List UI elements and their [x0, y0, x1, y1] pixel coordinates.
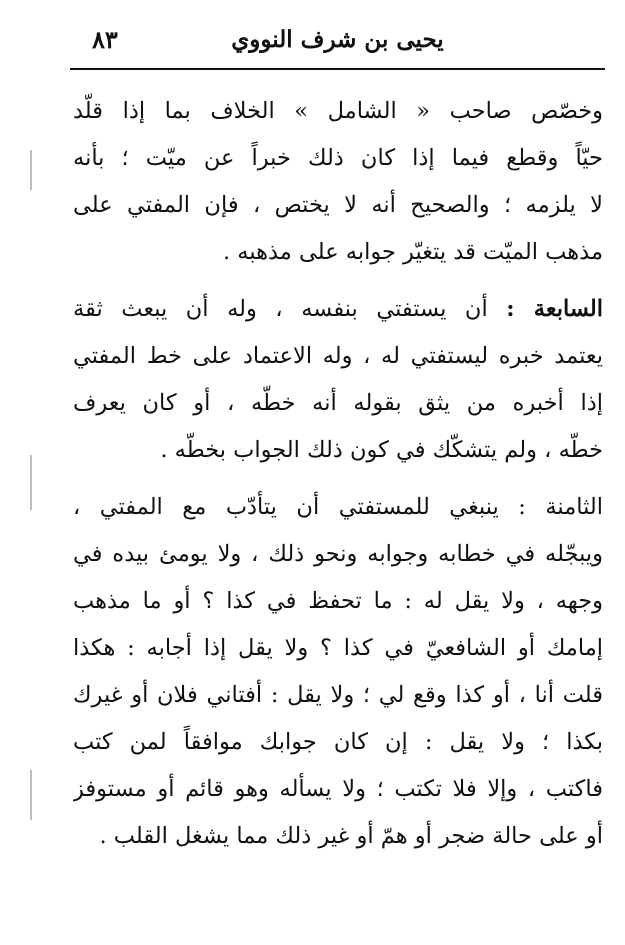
text-line: بكذا ؛ ولا يقل : إن كان جوابك موافقاً لمن كتب — [73, 729, 603, 755]
section-term: السابعة : — [506, 296, 603, 322]
paragraph-sabia — [73, 286, 603, 474]
paragraph-thamina — [73, 484, 603, 860]
text-line: مذهب الميّت قد يتغيّر جوابه على مذهبه . — [222, 239, 603, 265]
text-line: ويبجّله في خطابه وجوابه ونحو ذلك ، ولا يومئ بيده في — [73, 541, 603, 567]
page-header — [70, 24, 605, 66]
text-line — [73, 286, 603, 333]
text-line: لا يلزمه ؛ والصحيح أنه لا يختص ، فإن المفتي على — [73, 192, 603, 218]
text-line: يعتمد خبره ليستفتي له ، وله الاعتماد على خط المفتي — [73, 343, 603, 369]
text-line: وجهه ، ولا يقل له : ما تحفظ في كذا ؟ أو ما مذهب — [73, 588, 603, 614]
header-rule — [70, 68, 605, 70]
text-line: وخصّص صاحب « الشامل » الخلاف بما إذا قلّد — [73, 98, 603, 124]
text-line-content: أن يستفتي بنفسه ، وله أن يبعث ثقة — [73, 296, 488, 322]
text-line: خطّه ، ولم يتشكّك في كون ذلك الجواب بخطّه . — [160, 437, 603, 463]
margin-mark — [30, 150, 32, 190]
paragraph-khalaf — [73, 88, 603, 276]
text-line: إمامك أو الشافعيّ في كذا ؟ ولا يقل إذا أجابه : هكذا — [73, 635, 603, 661]
margin-mark — [30, 770, 32, 820]
body-text — [73, 88, 603, 860]
text-line: قلت أنا ، أو كذا وقع لي ؛ ولا يقل : أفتاني فلان أو غيرك — [73, 682, 603, 708]
running-title: يحيى بن شرف النووي — [231, 26, 444, 53]
text-line: أو على حالة ضجر أو همّ أو غير ذلك مما يشغل القلب . — [99, 823, 603, 849]
text-line: فاكتب ، وإلا فلا تكتب ؛ ولا يسأله وهو قائم أو مستوفز — [73, 776, 603, 802]
text-line: حيّاً وقطع فيما إذا كان ذلك خبراً عن ميّت ؛ بأنه — [73, 145, 603, 171]
page-number: ٨٣ — [92, 25, 118, 54]
text-line: إذا أخبره من يثق بقوله أنه خطّه ، أو كان يعرف — [73, 390, 603, 416]
text-line: الثامنة : ينبغي للمستفتي أن يتأدّب مع المفتي ، — [73, 494, 603, 520]
paragraph-gap — [73, 474, 603, 484]
paragraph-gap — [73, 276, 603, 286]
margin-mark — [30, 455, 32, 510]
